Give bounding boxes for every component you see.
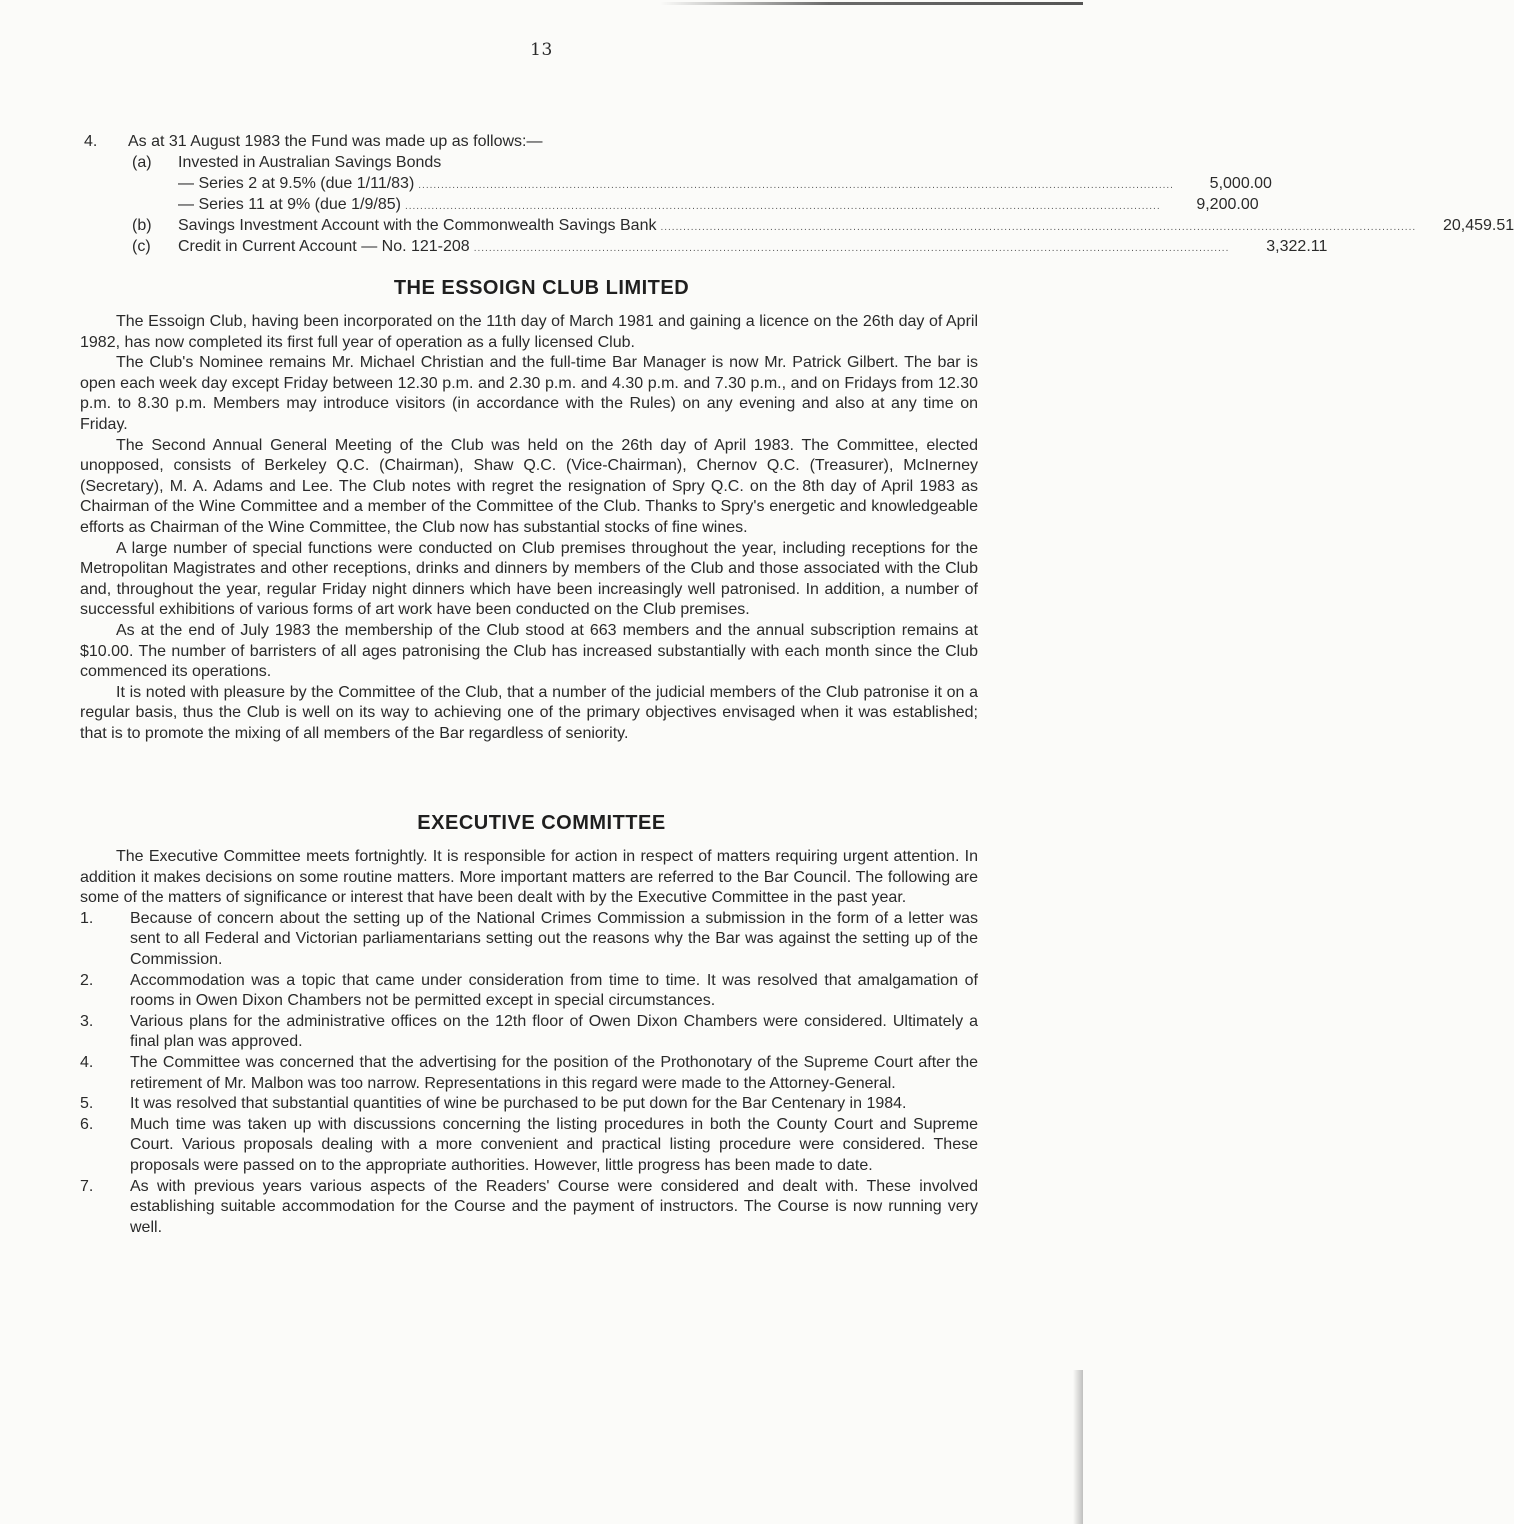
- executive-heading: EXECUTIVE COMMITTEE: [417, 812, 666, 834]
- list-item-text: As with previous years various aspects of the Readers' Course were considered and dealt with. These involved establishing suitable accommodation for the Course and the payment of instructors. The Course is now running very well.: [130, 1177, 978, 1236]
- fund-item-amount: 5,000.00: [1209, 175, 1272, 192]
- essoign-paragraph: As at the end of July 1983 the membership of the Club stood at 663 members and the annual subscription remains at $10.00. The number of barristers of all ages patronising the Club has increased substantially with each month since the Club commenced its operations.: [80, 621, 978, 681]
- list-item-text: Various plans for the administrative offices on the 12th floor of Owen Dixon Chambers were considered. Ultimately a final plan was approved.: [130, 1012, 978, 1051]
- list-item: [80, 1094, 978, 1115]
- essoign-paragraph: The Essoign Club, having been incorporated on the 11th day of March 1981 and gaining a licence on the 26th day of April 1982, has now completed its first full year of operation as a fully licensed Club.: [80, 313, 978, 351]
- list-item-number: 5.: [80, 1095, 94, 1113]
- fund-item-label: Invested in Australian Savings Bonds: [178, 154, 442, 171]
- fund-item-amount: 3,322.11: [1266, 238, 1328, 255]
- essoign-section: [80, 312, 978, 744]
- fund-item-letter: (a): [132, 154, 152, 171]
- fund-item-letter: (b): [132, 217, 152, 234]
- list-item: [80, 909, 978, 971]
- fund-item-series-2: [84, 173, 1272, 194]
- fund-item-b: [84, 215, 1514, 236]
- essoign-paragraph: The Club's Nominee remains Mr. Michael Christian and the full-time Bar Manager is now Mr. Patrick Gilbert. The bar is open each week day except Friday between 12.30 p.m. and 2.30 p.m. and 4.30 p.m. and 7.30 p.m., and on Fridays from 12.30 p.m. to 8.30 p.m. Members may introduce visitors (in accordance with the Rules) on any evening and also at any time on Friday.: [80, 354, 978, 433]
- fund-item-label: Credit in Current Account — No. 121-208: [178, 238, 470, 255]
- executive-section: [80, 847, 978, 1238]
- page-number: 13: [530, 40, 553, 60]
- top-edge-rule: [660, 2, 1083, 5]
- fund-intro-text: As at 31 August 1983 the Fund was made up as follows:—: [128, 133, 543, 150]
- list-item-number: 3.: [80, 1012, 94, 1030]
- fund-item-a: [84, 152, 928, 173]
- fund-item-series-11: [84, 194, 1259, 215]
- list-item: [80, 1012, 978, 1053]
- list-item: [80, 971, 978, 1012]
- dot-leader: ........................................................................................................................................................................................................: [418, 180, 1174, 191]
- list-item-number: 7.: [80, 1177, 94, 1195]
- dot-leader: ........................................................................................................................................................................................................: [404, 201, 1161, 212]
- fund-item-label: — Series 11 at 9% (due 1/9/85): [178, 196, 401, 213]
- list-item-text: Much time was taken up with discussions concerning the listing procedures in both the County Court and Supreme Court. Various proposals dealing with a more convenient and practical listing procedure were considered. These proposals were passed on to the appropriate authorities. However, little progress has been made to date.: [130, 1115, 978, 1174]
- fund-item-label: — Series 2 at 9.5% (due 1/11/83): [178, 175, 415, 192]
- fund-item-amount: 20,459.51: [1442, 217, 1514, 234]
- list-item: [80, 1115, 978, 1177]
- essoign-paragraph: The Second Annual General Meeting of the Club was held on the 26th day of April 1983. The Committee, elected unopposed, consists of Berkeley Q.C. (Chairman), Shaw Q.C. (Vice-Chairman), Chernov Q.C. (Treasurer), McInerney (Secretary), M. A. Adams and Lee. The Club notes with regret the resignation of Spry Q.C. on the 8th day of April 1983 as Chairman of the Wine Committee and a member of the Committee of the Club. Thanks to Spry's energetic and knowledgeable efforts as Chairman of the Wine Committee, the Club now has substantial stocks of fine wines.: [80, 436, 978, 536]
- fund-item-c: [84, 236, 1328, 257]
- fund-intro-number: 4.: [84, 133, 98, 150]
- dot-leader: ........................................................................................................................................................................................................: [660, 222, 1417, 233]
- page-edge-shadow: [1073, 1370, 1083, 1524]
- fund-intro: [84, 131, 928, 152]
- fund-item-letter: (c): [132, 238, 151, 255]
- list-item-text: Because of concern about the setting up of the National Crimes Commission a submission in the form of a letter was sent to all Federal and Victorian parliamentarians setting out the reasons why the Bar was against the setting up of the Commission.: [130, 909, 978, 968]
- essoign-paragraph: A large number of special functions were conducted on Club premises throughout the year, including receptions for the Metropolitan Magistrates and other receptions, drinks and dinners by members of the Club and those associated with the Club and, throughout the year, regular Friday night dinners which have been increasingly well patronised. In addition, a number of successful exhibitions of various forms of art work have been conducted on the Club premises.: [80, 539, 978, 619]
- list-item-number: 2.: [80, 971, 94, 989]
- executive-intro: The Executive Committee meets fortnightly. It is responsible for action in respect of matters requiring urgent attention. In addition it makes decisions on some routine matters. More important matters are referred to the Bar Council. The following are some of the matters of significance or interest that have been dealt with by the Executive Committee in the past year.: [80, 848, 978, 907]
- essoign-heading: THE ESSOIGN CLUB LIMITED: [393, 277, 690, 299]
- list-item-number: 1.: [80, 909, 94, 927]
- fund-item-label: Savings Investment Account with the Commonwealth Savings Bank: [178, 217, 657, 234]
- list-item-text: It was resolved that substantial quantities of wine be purchased to be put down for the Bar Centenary in 1984.: [130, 1095, 907, 1113]
- list-item-text: The Committee was concerned that the advertising for the position of the Prothonotary of the Supreme Court after the retirement of Mr. Malbon was too narrow. Representations in this regard were made to the Attorney-General.: [130, 1053, 978, 1092]
- essoign-paragraph: It is noted with pleasure by the Committee of the Club, that a number of the judicial members of the Club patronise it on a regular basis, thus the Club is well on its way to achieving one of the primary objectives envisaged when it was established; that is to promote the mixing of all members of the Bar regardless of seniority.: [80, 683, 978, 742]
- list-item-number: 4.: [80, 1053, 94, 1071]
- list-item: [80, 1053, 978, 1094]
- fund-item-amount: 9,200.00: [1196, 196, 1259, 213]
- fund-statement: [84, 131, 1514, 257]
- list-item: [80, 1177, 978, 1239]
- list-item-number: 6.: [80, 1115, 94, 1133]
- list-item-text: Accommodation was a topic that came under consideration from time to time. It was resolved that amalgamation of rooms in Owen Dixon Chambers not be permitted except in special circumstances.: [130, 971, 978, 1010]
- dot-leader: ........................................................................................................................................................................................................: [473, 243, 1230, 254]
